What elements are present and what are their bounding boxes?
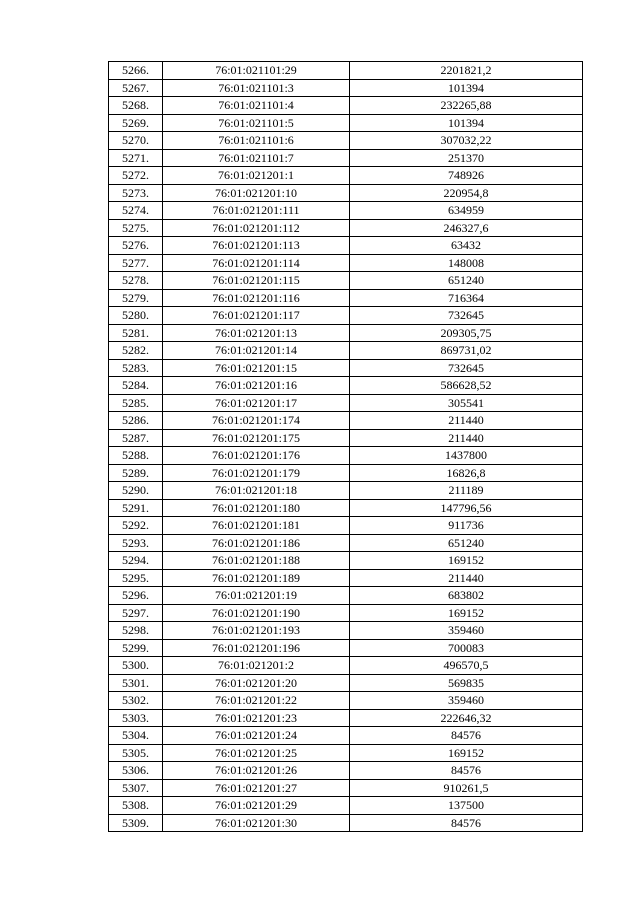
value-cell: 359460 — [350, 622, 583, 640]
table-row — [109, 79, 583, 97]
cadastral-number-cell: 76:01:021201:116 — [163, 289, 350, 307]
cadastral-number-cell: 76:01:021201:115 — [163, 272, 350, 290]
row-number-cell: 5299. — [109, 639, 163, 657]
cadastral-number-cell: 76:01:021201:111 — [163, 202, 350, 220]
value-cell: 148008 — [350, 254, 583, 272]
value-cell: 911736 — [350, 517, 583, 535]
table-row — [109, 394, 583, 412]
row-number-cell: 5291. — [109, 499, 163, 517]
cadastral-number-cell: 76:01:021201:25 — [163, 744, 350, 762]
value-cell: 169152 — [350, 552, 583, 570]
value-cell: 222646,32 — [350, 709, 583, 727]
table-row — [109, 569, 583, 587]
row-number-cell: 5288. — [109, 447, 163, 465]
cadastral-number-cell: 76:01:021101:3 — [163, 79, 350, 97]
value-cell: 220954,8 — [350, 184, 583, 202]
table-row — [109, 377, 583, 395]
value-cell: 359460 — [350, 692, 583, 710]
cadastral-value-table — [108, 61, 583, 832]
value-cell: 209305,75 — [350, 324, 583, 342]
table-row — [109, 727, 583, 745]
cadastral-number-cell: 76:01:021201:174 — [163, 412, 350, 430]
cadastral-number-cell: 76:01:021101:6 — [163, 132, 350, 150]
table-row — [109, 412, 583, 430]
table-row — [109, 534, 583, 552]
value-cell: 716364 — [350, 289, 583, 307]
table-row — [109, 482, 583, 500]
cadastral-number-cell: 76:01:021201:117 — [163, 307, 350, 325]
row-number-cell: 5304. — [109, 727, 163, 745]
value-cell: 1437800 — [350, 447, 583, 465]
row-number-cell: 5295. — [109, 569, 163, 587]
cadastral-number-cell: 76:01:021201:24 — [163, 727, 350, 745]
value-cell: 246327,6 — [350, 219, 583, 237]
table-row — [109, 622, 583, 640]
row-number-cell: 5275. — [109, 219, 163, 237]
value-cell: 169152 — [350, 744, 583, 762]
cadastral-number-cell: 76:01:021201:23 — [163, 709, 350, 727]
cadastral-number-cell: 76:01:021101:7 — [163, 149, 350, 167]
table-row — [109, 114, 583, 132]
row-number-cell: 5271. — [109, 149, 163, 167]
row-number-cell: 5267. — [109, 79, 163, 97]
cadastral-number-cell: 76:01:021201:17 — [163, 394, 350, 412]
value-cell: 211440 — [350, 412, 583, 430]
value-cell: 211440 — [350, 429, 583, 447]
value-cell: 569835 — [350, 674, 583, 692]
table-row — [109, 552, 583, 570]
table-row — [109, 219, 583, 237]
row-number-cell: 5303. — [109, 709, 163, 727]
row-number-cell: 5302. — [109, 692, 163, 710]
value-cell: 101394 — [350, 114, 583, 132]
value-cell: 651240 — [350, 534, 583, 552]
cadastral-number-cell: 76:01:021201:193 — [163, 622, 350, 640]
value-cell: 211440 — [350, 569, 583, 587]
value-cell: 683802 — [350, 587, 583, 605]
row-number-cell: 5294. — [109, 552, 163, 570]
row-number-cell: 5309. — [109, 814, 163, 832]
value-cell: 147796,56 — [350, 499, 583, 517]
row-number-cell: 5297. — [109, 604, 163, 622]
row-number-cell: 5276. — [109, 237, 163, 255]
table-row — [109, 324, 583, 342]
value-cell: 232265,88 — [350, 97, 583, 115]
table-row — [109, 779, 583, 797]
value-cell: 496570,5 — [350, 657, 583, 675]
table-row — [109, 97, 583, 115]
table-row — [109, 797, 583, 815]
row-number-cell: 5296. — [109, 587, 163, 605]
cadastral-number-cell: 76:01:021201:189 — [163, 569, 350, 587]
cadastral-number-cell: 76:01:021201:176 — [163, 447, 350, 465]
value-cell: 2201821,2 — [350, 62, 583, 80]
table-row — [109, 359, 583, 377]
cadastral-number-cell: 76:01:021201:114 — [163, 254, 350, 272]
cadastral-number-cell: 76:01:021201:29 — [163, 797, 350, 815]
row-number-cell: 5266. — [109, 62, 163, 80]
table-row — [109, 132, 583, 150]
cadastral-number-cell: 76:01:021201:2 — [163, 657, 350, 675]
cadastral-number-cell: 76:01:021201:180 — [163, 499, 350, 517]
row-number-cell: 5286. — [109, 412, 163, 430]
row-number-cell: 5284. — [109, 377, 163, 395]
row-number-cell: 5269. — [109, 114, 163, 132]
table-row — [109, 709, 583, 727]
table-row — [109, 307, 583, 325]
table-row — [109, 202, 583, 220]
cadastral-number-cell: 76:01:021201:175 — [163, 429, 350, 447]
cadastral-number-cell: 76:01:021201:15 — [163, 359, 350, 377]
row-number-cell: 5283. — [109, 359, 163, 377]
row-number-cell: 5285. — [109, 394, 163, 412]
value-cell: 16826,8 — [350, 464, 583, 482]
table-row — [109, 814, 583, 832]
row-number-cell: 5279. — [109, 289, 163, 307]
row-number-cell: 5293. — [109, 534, 163, 552]
row-number-cell: 5268. — [109, 97, 163, 115]
cadastral-number-cell: 76:01:021201:190 — [163, 604, 350, 622]
cadastral-number-cell: 76:01:021201:113 — [163, 237, 350, 255]
row-number-cell: 5272. — [109, 167, 163, 185]
cadastral-number-cell: 76:01:021201:14 — [163, 342, 350, 360]
table-row — [109, 657, 583, 675]
value-cell: 910261,5 — [350, 779, 583, 797]
value-cell: 586628,52 — [350, 377, 583, 395]
cadastral-number-cell: 76:01:021201:196 — [163, 639, 350, 657]
value-cell: 137500 — [350, 797, 583, 815]
value-cell: 251370 — [350, 149, 583, 167]
row-number-cell: 5273. — [109, 184, 163, 202]
cadastral-number-cell: 76:01:021101:5 — [163, 114, 350, 132]
table-row — [109, 604, 583, 622]
value-cell: 307032,22 — [350, 132, 583, 150]
row-number-cell: 5277. — [109, 254, 163, 272]
value-cell: 305541 — [350, 394, 583, 412]
value-cell: 869731,02 — [350, 342, 583, 360]
cadastral-number-cell: 76:01:021201:30 — [163, 814, 350, 832]
table-body — [109, 62, 583, 832]
table-row — [109, 289, 583, 307]
table-row — [109, 184, 583, 202]
row-number-cell: 5282. — [109, 342, 163, 360]
row-number-cell: 5300. — [109, 657, 163, 675]
table-row — [109, 639, 583, 657]
row-number-cell: 5308. — [109, 797, 163, 815]
cadastral-number-cell: 76:01:021201:19 — [163, 587, 350, 605]
cadastral-number-cell: 76:01:021201:26 — [163, 762, 350, 780]
table-row — [109, 674, 583, 692]
cadastral-number-cell: 76:01:021201:188 — [163, 552, 350, 570]
table-row — [109, 744, 583, 762]
table-row — [109, 447, 583, 465]
row-number-cell: 5306. — [109, 762, 163, 780]
value-cell: 700083 — [350, 639, 583, 657]
cadastral-number-cell: 76:01:021201:16 — [163, 377, 350, 395]
cadastral-number-cell: 76:01:021201:10 — [163, 184, 350, 202]
table-row — [109, 272, 583, 290]
row-number-cell: 5274. — [109, 202, 163, 220]
cadastral-number-cell: 76:01:021201:18 — [163, 482, 350, 500]
row-number-cell: 5292. — [109, 517, 163, 535]
cadastral-number-cell: 76:01:021201:20 — [163, 674, 350, 692]
value-cell: 84576 — [350, 727, 583, 745]
row-number-cell: 5305. — [109, 744, 163, 762]
cadastral-number-cell: 76:01:021201:112 — [163, 219, 350, 237]
table-row — [109, 429, 583, 447]
table-row — [109, 237, 583, 255]
value-cell: 169152 — [350, 604, 583, 622]
value-cell: 732645 — [350, 307, 583, 325]
row-number-cell: 5307. — [109, 779, 163, 797]
table-row — [109, 587, 583, 605]
table-row — [109, 762, 583, 780]
value-cell: 84576 — [350, 762, 583, 780]
table-row — [109, 464, 583, 482]
cadastral-number-cell: 76:01:021101:4 — [163, 97, 350, 115]
row-number-cell: 5281. — [109, 324, 163, 342]
table-row — [109, 692, 583, 710]
cadastral-number-cell: 76:01:021201:22 — [163, 692, 350, 710]
row-number-cell: 5278. — [109, 272, 163, 290]
value-cell: 732645 — [350, 359, 583, 377]
table-row — [109, 499, 583, 517]
table-row — [109, 342, 583, 360]
table-row — [109, 167, 583, 185]
table-row — [109, 517, 583, 535]
value-cell: 101394 — [350, 79, 583, 97]
row-number-cell: 5289. — [109, 464, 163, 482]
cadastral-number-cell: 76:01:021201:186 — [163, 534, 350, 552]
row-number-cell: 5287. — [109, 429, 163, 447]
table-row — [109, 149, 583, 167]
table-row — [109, 254, 583, 272]
value-cell: 211189 — [350, 482, 583, 500]
row-number-cell: 5280. — [109, 307, 163, 325]
row-number-cell: 5270. — [109, 132, 163, 150]
value-cell: 634959 — [350, 202, 583, 220]
cadastral-number-cell: 76:01:021201:181 — [163, 517, 350, 535]
value-cell: 748926 — [350, 167, 583, 185]
cadastral-number-cell: 76:01:021201:27 — [163, 779, 350, 797]
row-number-cell: 5290. — [109, 482, 163, 500]
row-number-cell: 5301. — [109, 674, 163, 692]
cadastral-number-cell: 76:01:021201:179 — [163, 464, 350, 482]
cadastral-number-cell: 76:01:021201:13 — [163, 324, 350, 342]
row-number-cell: 5298. — [109, 622, 163, 640]
value-cell: 63432 — [350, 237, 583, 255]
cadastral-number-cell: 76:01:021101:29 — [163, 62, 350, 80]
value-cell: 651240 — [350, 272, 583, 290]
table-row — [109, 62, 583, 80]
cadastral-number-cell: 76:01:021201:1 — [163, 167, 350, 185]
value-cell: 84576 — [350, 814, 583, 832]
